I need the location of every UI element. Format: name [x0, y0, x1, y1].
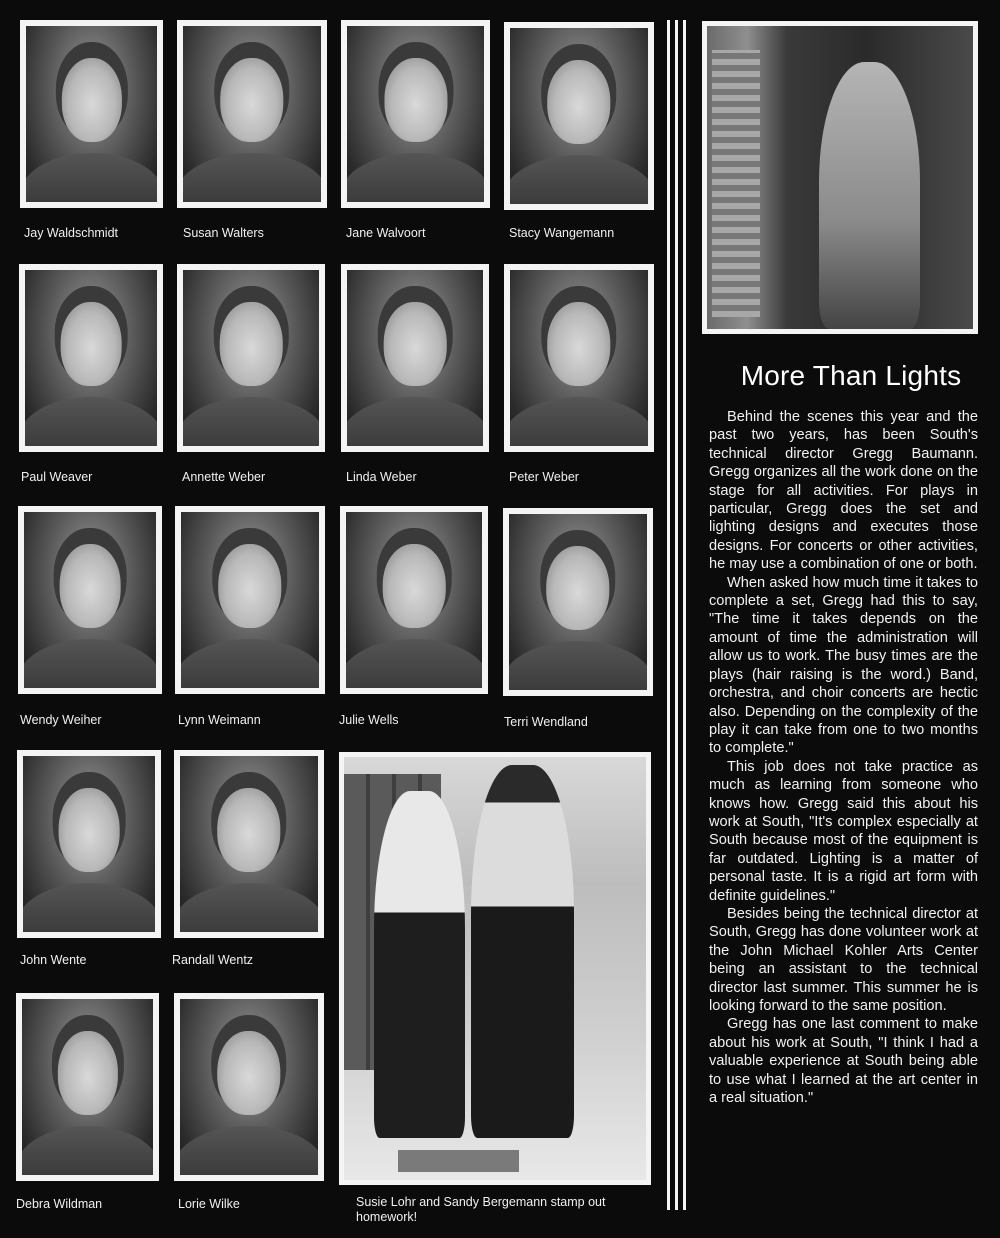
portrait-photo: [20, 20, 163, 208]
stage-photo: [702, 21, 978, 334]
portrait-caption: John Wente: [20, 953, 87, 967]
portrait-photo: [16, 993, 159, 1181]
portrait-photo: [17, 750, 161, 938]
portrait-caption: Debra Wildman: [16, 1197, 103, 1211]
portrait-caption: Jay Waldschmidt: [24, 226, 119, 240]
article-headline: More Than Lights: [740, 360, 962, 391]
article-paragraph: When asked how much time it takes to complete a set, Gregg had this to say, "The time it takes depends on the amount of time the administration will allow us to work. The busy times are the plays (hair raising is the word.) Band, orchestra, and choir concerts are hectic also. Depending on the complexity of the play it can take from one to two months to complete.": [709, 574, 978, 757]
article-paragraph: Behind the scenes this year and the past two years, has been South's technical director Gregg Baumann. Gregg organizes all the work done on the stage for all activities. For plays in particular, Gregg does the set and lighting designs and executes those designs. For concerts or other activities, he may use a combination of one or both.: [709, 409, 978, 573]
portrait-photo: [340, 506, 488, 694]
portrait-photo: [341, 264, 489, 452]
portrait-photo: [18, 506, 162, 694]
portrait-photo: [504, 22, 654, 210]
portrait-caption: Linda Weber: [346, 470, 417, 484]
portrait-caption: Lorie Wilke: [178, 1197, 240, 1211]
article-paragraph: Gregg has one last comment to make about his work at South, "I think I had a valuable experience at South being able to use what I learned at the art center in a real situation.": [709, 1016, 978, 1107]
portrait-photo: [174, 993, 324, 1181]
portrait-caption: Stacy Wangemann: [509, 226, 615, 240]
portrait-caption: Annette Weber: [182, 470, 266, 484]
portrait-caption: Paul Weaver: [21, 470, 93, 484]
divider-rule: [667, 20, 670, 1210]
portrait-photo: [177, 20, 327, 208]
portrait-caption: Jane Walvoort: [346, 226, 426, 240]
portrait-caption: Lynn Weimann: [178, 713, 261, 727]
hallway-photo-caption: Susie Lohr and Sandy Bergemann stamp out homework!: [356, 1195, 606, 1224]
portrait-photo: [19, 264, 163, 452]
divider-rule: [683, 20, 686, 1210]
hallway-photo: [339, 752, 651, 1185]
portrait-photo: [174, 750, 324, 938]
article-paragraph: This job does not take practice as much as learning from someone who knows how. Gregg said this about his work at South, "It's complex especially at South because most of the equipment is far outdated. Lighting is a matter of personal taste. It is a rigid art form with definite guidelines.": [709, 758, 978, 904]
portrait-photo: [504, 264, 654, 452]
portrait-caption: Randall Wentz: [172, 953, 254, 967]
portrait-caption: Julie Wells: [339, 713, 399, 727]
divider-rule: [675, 20, 678, 1210]
portrait-photo: [341, 20, 490, 208]
portrait-caption: Susan Walters: [183, 226, 264, 240]
article-body: [709, 408, 978, 1107]
portrait-photo: [177, 264, 325, 452]
portrait-caption: Terri Wendland: [504, 715, 588, 729]
portrait-caption: Wendy Weiher: [20, 713, 102, 727]
article-paragraph: Besides being the technical director at South, Gregg has done volunteer work at the John Michael Kohler Arts Center being an assistant to the technical director last summer. This summer he is looking forward to the same position.: [709, 905, 978, 1014]
portrait-photo: [503, 508, 653, 696]
portrait-caption: Peter Weber: [509, 470, 579, 484]
portrait-photo: [175, 506, 325, 694]
